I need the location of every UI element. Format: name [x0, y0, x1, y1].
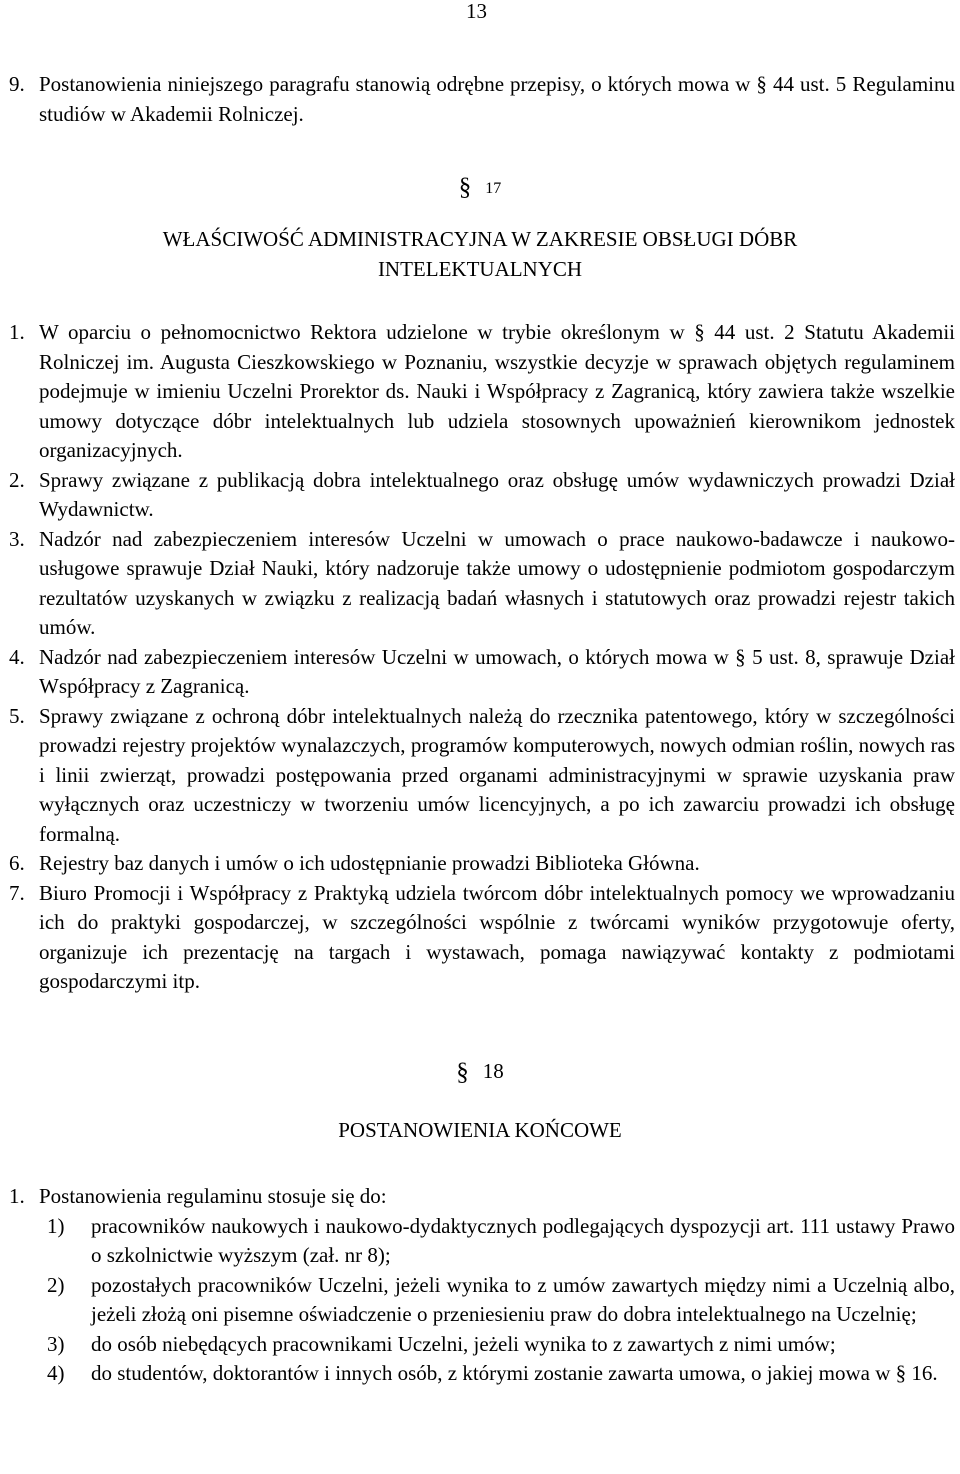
- list-item: [0, 525, 955, 643]
- sub-item-number: 4): [47, 1361, 65, 1385]
- item-text: Biuro Promocji i Współpracy z Praktyką udziela twórcom dóbr intelektualnych pomocy we wprowadzaniu ich do praktyki gospodarczej, w szczególności wspólnie z twórcami wyników przygotowuje oferty, organizuje ich prezentację na targach i wystawach, pomaga nawiązywać kontakty z podmiotami gospodarczymi itp.: [39, 880, 955, 993]
- sub-item-text: do studentów, doktorantów i innych osób, z którymi zostanie zawarta umowa, o jakiej mowa w § 16.: [91, 1361, 938, 1385]
- list-item: [0, 70, 955, 129]
- list-item: [0, 879, 955, 997]
- sub-list-item: [0, 1330, 955, 1360]
- section-title-line: POSTANOWIENIA KOŃCOWE: [338, 1118, 622, 1142]
- sub-item-text: pracowników naukowych i naukowo-dydaktycznych podlegających dyspozycji art. 111 ustawy Prawo o szkolnictwie wyższym (zał. nr 8);: [91, 1213, 955, 1267]
- top-items: [0, 70, 960, 129]
- item-text: Nadzór nad zabezpieczeniem interesów Uczelni w umowach, o których mowa w § 5 ust. 8, sprawuje Dział Współpracy z Zagranicą.: [39, 644, 955, 698]
- section-sign: §: [458, 174, 472, 201]
- list-item: [0, 1182, 955, 1212]
- item-text: Rejestry baz danych i umów o ich udostępnianie prowadzi Biblioteka Główna.: [39, 851, 700, 875]
- sub-list-item: [0, 1212, 955, 1271]
- section-number: 17: [485, 180, 502, 197]
- item-number: 4.: [9, 644, 25, 669]
- item-text: W oparciu o pełnomocnictwo Rektora udzielone w trybie określonym w § 44 ust. 2 Statutu Akademii Rolniczej im. Augusta Cieszkowskiego w Poznaniu, wszystkie decyzje w sprawach objętych regulaminem podejmuje w imieniu Uczelni Prorektor ds. Nauki i Współpracy z Zagranicą, który zawiera także wszelkie umowy dotyczące dóbr intelektualnych lub udziela stosownych upoważnień kierownikom jednostek organizacyjnych.: [39, 320, 955, 462]
- section-heading: [0, 1057, 960, 1088]
- section-17-items: [0, 318, 960, 997]
- sub-list-item: [0, 1271, 955, 1330]
- page-number: 13: [466, 0, 487, 23]
- item-number: 1.: [9, 1184, 25, 1208]
- sub-list-item: [0, 1359, 955, 1389]
- list-item: [0, 466, 955, 525]
- list-item: [0, 318, 955, 466]
- sub-item-number: 1): [47, 1213, 65, 1238]
- item-text: Sprawy związane z publikacją dobra intelektualnego oraz obsługę umów wydawniczych prowadzi Dział Wydawnictw.: [39, 467, 955, 521]
- section-heading: [0, 172, 960, 204]
- list-item: [0, 702, 955, 850]
- item-number: 7.: [9, 880, 25, 905]
- section-title: [0, 1116, 960, 1146]
- section-title-line: WŁAŚCIWOŚĆ ADMINISTRACYJNA W ZAKRESIE OBSŁUGI DÓBR: [162, 227, 798, 251]
- sub-item-text: do osób niebędących pracownikami Uczelni, jeżeli wynika to z zawartych z nimi umów;: [91, 1331, 836, 1356]
- item-number: 3.: [9, 526, 25, 551]
- section-title: [0, 225, 960, 284]
- list-item: [0, 643, 955, 702]
- item-number: 9.: [9, 72, 25, 96]
- sub-item-number: 3): [47, 1331, 65, 1356]
- list-item: [0, 849, 955, 879]
- section-number: 18: [482, 1059, 504, 1083]
- sub-item-text: pozostałych pracowników Uczelni, jeżeli wynika to z umów zawartych między nimi a Uczelnią albo, jeżeli złożą oni pisemne oświadczenie o przeniesieniu praw do dobra intelektualnego na Uczelnię;: [91, 1272, 955, 1326]
- item-number: 6.: [9, 851, 25, 875]
- section-sign: §: [456, 1059, 469, 1086]
- section-18-items: [0, 1182, 960, 1389]
- item-text: Sprawy związane z ochroną dóbr intelektualnych należą do rzecznika patentowego, który w szczególności prowadzi rejestry projektów wynalazczych, programów komputerowych, nowych odmian roślin, nowych ras i linii zwierząt, prowadzi postępowania przed organami administracyjnymi w sprawie uzyskania praw wyłącznych oraz uczestniczy w tworzeniu umów licencyjnych, a po ich zawarciu prowadzi ich obsługę formalną.: [39, 703, 955, 846]
- item-number: 1.: [9, 320, 25, 344]
- item-number: 5.: [9, 703, 25, 728]
- item-number: 2.: [9, 467, 25, 492]
- sub-item-number: 2): [47, 1272, 65, 1297]
- item-text: Nadzór nad zabezpieczeniem interesów Uczelni w umowach o prace naukowo-badawcze i naukowo-usługowe sprawuje Dział Nauki, który nadzoruje także umowy o udostępnienie podmiotom gospodarczym rezultatów uzyskanych w związku z realizacją badań własnych i statutowych oraz prowadzi rejestr takich umów.: [39, 526, 955, 639]
- section-title-line: INTELEKTUALNYCH: [377, 256, 583, 281]
- item-text: Postanowienia regulaminu stosuje się do:: [39, 1184, 387, 1208]
- item-text: Postanowienia niniejszego paragrafu stanowią odrębne przepisy, o których mowa w § 44 ust. 5 Regulaminu studiów w Akademii Rolniczej.: [39, 72, 955, 126]
